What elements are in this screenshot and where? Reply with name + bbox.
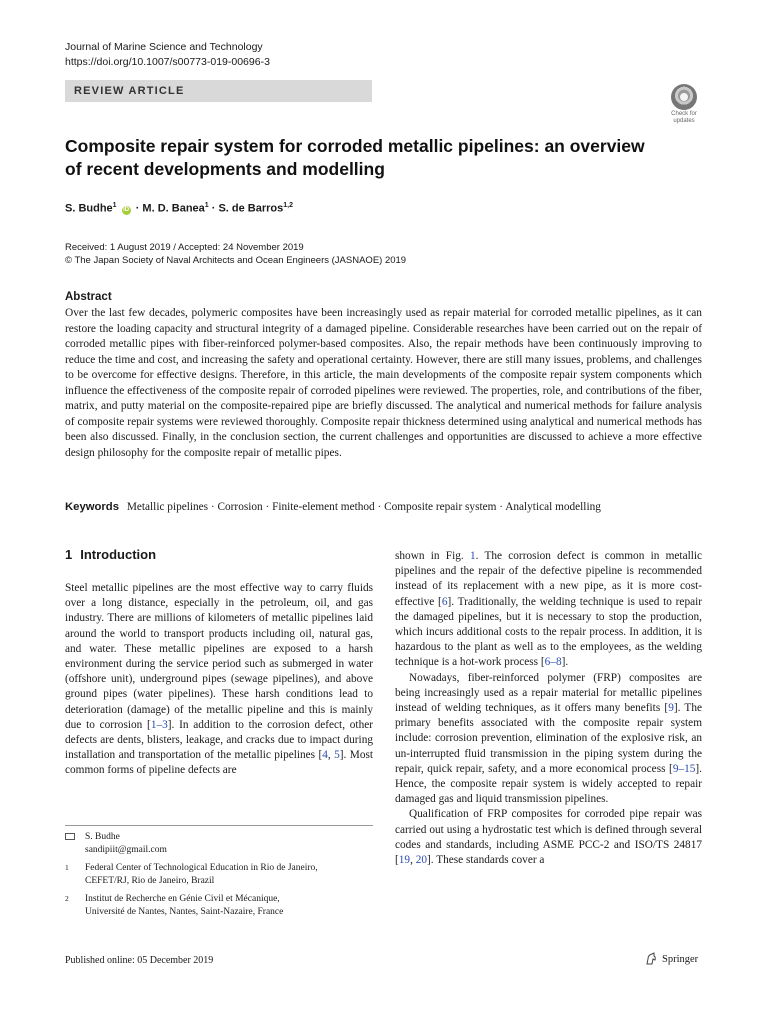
author-affiliation: 1: [204, 202, 209, 209]
corresponding-name: S. Budhe: [85, 832, 120, 842]
body-column-left: [65, 581, 373, 779]
paragraph: shown in Fig. 1. The corrosion defect is common in metallic pipelines and the repair of the defective pipeline is recommended instead of its replacement with a new pipe, as it is more cost-effective [6]. Traditionally, the welding technique is used to repair the damaged pipelines, but it is necessary to stop the production, which incurs additional costs to the repair process. In addition, it is hazardous to the plant as well as to the employees, as the welding technique is a hot-work process [6–8].: [395, 550, 703, 669]
author-affiliation: 1: [112, 202, 117, 209]
orcid-icon[interactable]: iD: [123, 206, 130, 213]
footnotes: [65, 831, 373, 924]
citation-link[interactable]: 5: [334, 749, 340, 762]
article-type: REVIEW ARTICLE: [74, 85, 185, 97]
article-dates: [65, 241, 406, 267]
citation-link[interactable]: 20: [415, 854, 428, 867]
affiliation-1: 1 Federal Center of Technological Education in Rio de Janeiro, CEFET/RJ, Rio de Janeiro, Brazil: [65, 863, 318, 886]
author-name[interactable]: S. Budhe: [65, 202, 113, 215]
citation-link[interactable]: 9–15: [672, 762, 696, 775]
abstract-text: Over the last few decades, polymeric composites have been increasingly used as repair material for corroded metallic pipelines, as it can restore the loading capacity and structural integrity of a damaged pipeline. Considerable researches have been carried out on the repair of corroded metallic pipes with fiber-reinforced polymer-based composites. Also, the repair methods have been continuously improving to reduce the time and cost, and increasing the safety and operational certainty. However, there are still many issues, problems, and challenges to be overcome for effective designs. Therefore, in this article, the main developments of the composite repair system components which influence the effectiveness of the composite repair of corroded pipelines were reviewed. The properties, role, and contributions of the fiber, matrix, and putty material on the composite-repaired pipe are briefly discussed. The analytical and numerical methods for failure analysis of composite repair systems were reviewed thoroughly. Composite repair thickness determined using analytical and numerical methods has been also discussed. Finally, in the conclusion section, the current challenges and opportunities are discussed to achieve a more effective design philosophy for the composite repair of metallic pipes.: [65, 307, 702, 459]
paragraph: Qualification of FRP composites for corroded pipe repair was carried out using a hydrostatic test which is defined through several codes and standards, including ASME PCC-2 and ISO/TS 24817 [19, 20]. These standards cover a: [395, 808, 702, 867]
keywords-heading: Keywords: [65, 501, 119, 513]
author-name[interactable]: M. D. Banea: [142, 202, 205, 215]
citation-link[interactable]: 6: [441, 595, 448, 608]
corresponding-author: [65, 831, 373, 856]
section-title: Introduction: [80, 547, 157, 562]
citation-link[interactable]: 9: [668, 702, 674, 715]
copyright: © The Japan Society of Naval Architects and Ocean Engineers (JASNAOE) 2019: [65, 255, 407, 266]
citation-link[interactable]: 19: [398, 854, 411, 867]
article-title: Composite repair system for corroded metallic pipelines: an overview of recent developments and modelling: [65, 136, 645, 179]
journal-name: Journal of Marine Science and Technology: [65, 41, 263, 53]
email-icon: [65, 833, 75, 840]
author-name[interactable]: S. de Barros: [218, 202, 284, 215]
section-number: 1: [65, 547, 73, 562]
corresponding-email[interactable]: sandipiit@gmail.com: [85, 844, 167, 855]
check-updates-label: Check for updates: [671, 111, 697, 124]
springer-horse-icon: [644, 952, 658, 966]
paragraph: Nowadays, fiber-reinforced polymer (FRP) composites are being increasingly used as a repair material for metallic pipelines instead of welding techniques, as it offers many benefits [9]. The primary benefits associated with the composite repair system include: corrosion prevention, elimination of the explosive risk, an un-interrupted fluid transmission in the piping system during the repair, quick repair, safety, and a more economical process [9–15]. Hence, the composite repair system is widely accepted to repair damaged gas and liquid transmission pipelines.: [395, 671, 702, 806]
keywords: [65, 501, 601, 513]
publisher-name: Springer: [662, 953, 699, 965]
check-updates-icon: [671, 84, 697, 110]
doi-link[interactable]: https://doi.org/10.1007/s00773-019-00696-3: [65, 56, 270, 68]
journal-info: [65, 40, 270, 70]
section-heading: [65, 547, 156, 562]
check-for-updates-button[interactable]: [664, 84, 704, 124]
publisher-logo: [644, 952, 698, 966]
published-date: Published online: 05 December 2019: [65, 955, 214, 966]
affiliation-2: 2 Institut de Recherche en Génie Civil et Mécanique, Université de Nantes, Nantes, Saint-Nazaire, France: [65, 894, 284, 917]
author-affiliation: 1,2: [283, 202, 294, 209]
author-list: S. Budhe$^1$ iD · M. D. Banea$^1$ · S. de Barros$^{1,2}$: [65, 202, 294, 215]
keywords-list: Metallic pipelines · Corrosion · Finite-element method · Composite repair system · Analytical modelling: [126, 501, 601, 513]
received-accepted: Received: 1 August 2019 / Accepted: 24 November 2019: [65, 242, 304, 253]
figure-link[interactable]: 1: [469, 550, 476, 562]
citation-link[interactable]: 1–3: [150, 718, 168, 731]
citation-link[interactable]: 4: [322, 749, 328, 762]
article-type-band: [65, 80, 372, 102]
body-column-right: [395, 549, 702, 868]
abstract-heading: Abstract: [65, 291, 112, 303]
paragraph: Steel metallic pipelines are the most effective way to carry fluids over a long distance, especially in the petroleum, oil, and gas industry. There are millions of kilometers of metallic pipelines laid around the world to transport products including oil, natural gas, and water. These metallic pipelines are exposed to a harsh environment during the service period such as submerged in water (offshore unit), underground pipes (sewage pipelines), and above ground pipes (water pipelines). These harsh conditions lead to deterioration (damage) of the metallic pipeline and this is mainly due to corrosion [1–3]. In addition to the corrosion defect, other defects are dents, blisters, leakage, and cracks due to impact during installation and transportation of the metallic pipelines [4, 5]. Most common forms of pipeline defects are: [65, 582, 373, 777]
footnote-divider: [65, 825, 373, 826]
citation-link[interactable]: 6–8: [544, 656, 562, 669]
